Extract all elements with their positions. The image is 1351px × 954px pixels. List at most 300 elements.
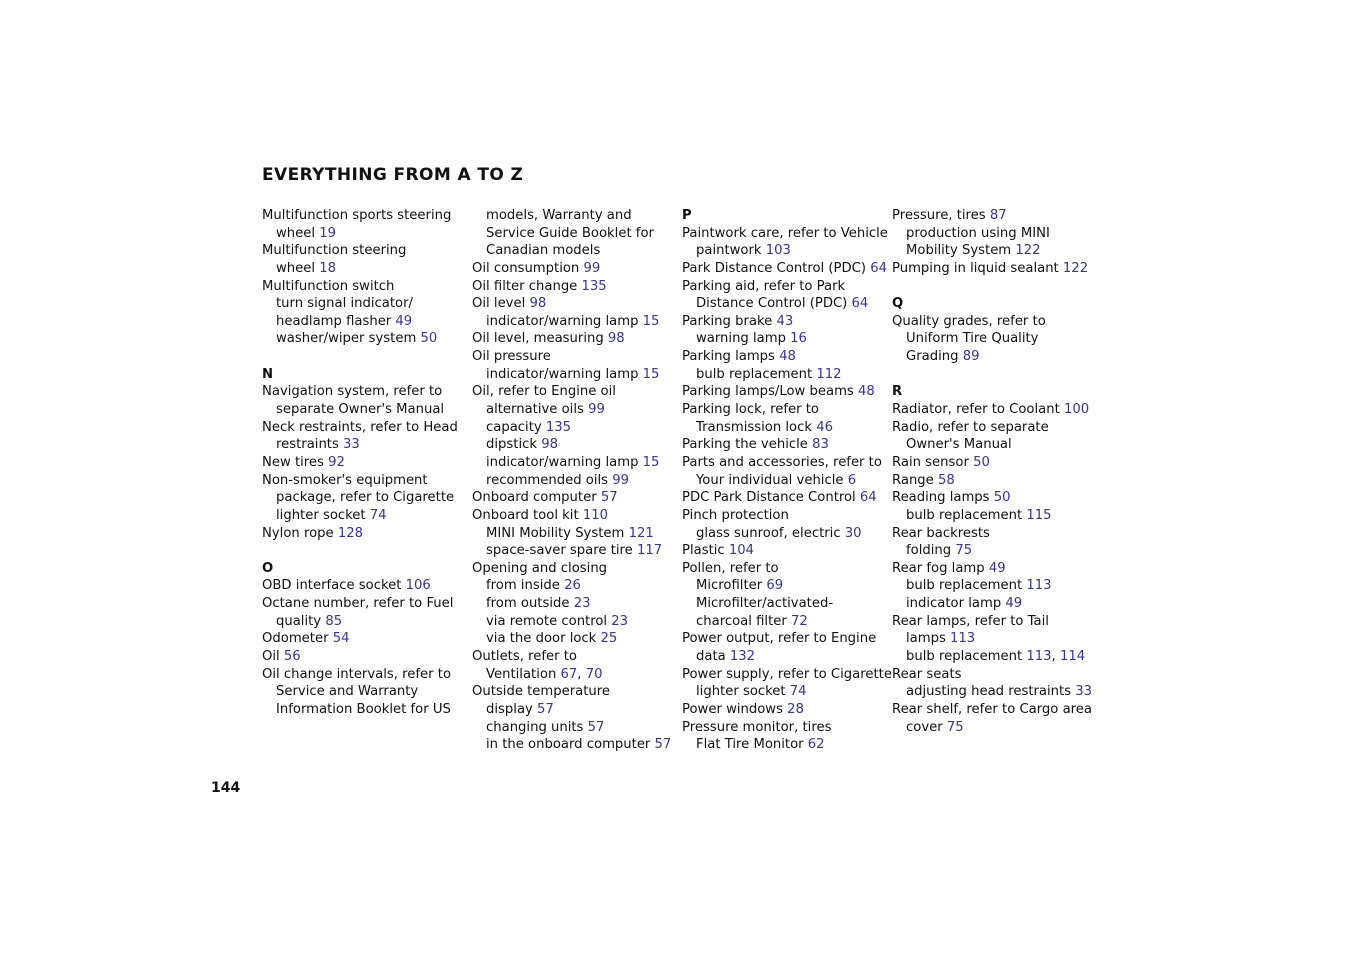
index-entry (262, 630, 472, 648)
page-link[interactable]: 57 (537, 701, 554, 717)
index-entry (682, 489, 892, 507)
entry-text: Oil consumption (472, 260, 584, 276)
index-subentry (892, 648, 1102, 666)
page-link[interactable]: 98 (607, 331, 625, 347)
index-subentry (262, 295, 472, 313)
entry-text: Power windows (682, 701, 788, 717)
separator: , (577, 666, 586, 682)
index-subentry (892, 630, 1102, 648)
entry-text: adjusting head restraints (906, 684, 1076, 700)
index-entry (892, 419, 1102, 437)
entry-text: models, Warranty and (486, 208, 632, 223)
index-subentry (472, 436, 682, 454)
entry-text: Power supply, refer to Cigarette (682, 666, 892, 682)
section-letter (892, 383, 1102, 401)
separator: , (1051, 649, 1060, 665)
index-column-4 (892, 207, 1102, 736)
index-entry (262, 278, 472, 296)
entry-text: alternative oils (486, 402, 589, 418)
entry-text: indicator lamp (906, 596, 1006, 612)
entry-text: lighter socket (696, 684, 790, 700)
index-subentry (262, 313, 472, 331)
page-link[interactable]: 54 (332, 631, 350, 647)
entry-text: Owner's Manual (906, 437, 1012, 453)
index-subentry (262, 613, 472, 631)
entry-text: Service Guide Booklet for (486, 225, 654, 241)
page-link[interactable]: 135 (545, 419, 572, 435)
index-entry (262, 419, 472, 437)
entry-text: indicator/warning lamp (486, 313, 643, 329)
page-link[interactable]: 50 (993, 490, 1011, 506)
page-link[interactable]: 48 (779, 349, 796, 365)
entry-text: Pumping in liquid sealant (892, 260, 1063, 276)
entry-text: wheel (276, 225, 320, 241)
index-entry (682, 719, 892, 737)
index-subentry (472, 719, 682, 737)
entry-text: Park Distance Control (PDC) (682, 260, 871, 276)
page-link[interactable]: 18 (319, 260, 337, 276)
entry-text: Oil change intervals, refer to (262, 666, 452, 682)
index-entry (682, 507, 892, 525)
index-entry (682, 701, 892, 719)
index-subentry (262, 260, 472, 278)
page-link[interactable]: 57 (654, 737, 672, 753)
page-link[interactable]: 49 (395, 313, 413, 329)
index-entry (262, 525, 472, 543)
entry-text: paintwork (696, 243, 766, 259)
index-entry (472, 278, 682, 296)
page-title: EVERYTHING FROM A TO Z (262, 165, 524, 185)
index-entry (262, 648, 472, 666)
entry-text: Mobility System (906, 243, 1016, 259)
entry-text: Onboard computer (472, 490, 601, 506)
index-entry (892, 401, 1102, 419)
section-letter (892, 295, 1102, 313)
page-link[interactable]: 62 (807, 737, 825, 753)
entry-text: lighter socket (276, 507, 370, 523)
index-entry (892, 313, 1102, 331)
index-subentry (472, 366, 682, 384)
index-subentry (892, 225, 1102, 243)
index-subentry (472, 401, 682, 419)
index-subentry (892, 507, 1102, 525)
page-link[interactable]: 16 (790, 331, 807, 347)
entry-text: bulb replacement (906, 578, 1027, 594)
index-entry (892, 207, 1102, 225)
page-link[interactable]: 25 (600, 631, 618, 647)
entry-text: Parking aid, refer to Park (682, 278, 846, 294)
page-link[interactable]: 15 (642, 454, 660, 470)
entry-text: glass sunroof, electric (696, 525, 845, 541)
index-subentry (892, 595, 1102, 613)
entry-text: Parking lock, refer to (682, 402, 819, 418)
entry-text: N (262, 366, 274, 382)
page-link[interactable]: 74 (789, 684, 807, 700)
entry-text: Rear backrests (892, 525, 990, 541)
entry-text: in the onboard computer (486, 737, 655, 753)
entry-text: Microfilter/activated- (696, 596, 834, 612)
index-subentry (892, 719, 1102, 737)
index-subentry (472, 454, 682, 472)
entry-text: Pollen, refer to (682, 560, 779, 576)
index-subentry (682, 525, 892, 543)
index-subentry (472, 701, 682, 719)
index-entry (682, 348, 892, 366)
index-subentry (472, 736, 682, 754)
index-entry (262, 666, 472, 684)
entry-text: data (696, 649, 730, 665)
index-subentry (472, 242, 682, 260)
index-entry (892, 454, 1102, 472)
entry-text: display (486, 701, 538, 717)
entry-text: P (682, 208, 692, 223)
index-entry (262, 472, 472, 490)
entry-text: Transmission lock (696, 419, 817, 435)
spacer (262, 542, 472, 560)
page-link[interactable]: 56 (283, 649, 301, 665)
entry-text: Parking brake (682, 313, 777, 329)
page-link[interactable]: 23 (611, 613, 629, 629)
entry-text: Canadian models (486, 243, 601, 259)
page-link[interactable]: 83 (812, 437, 829, 453)
index-entry (682, 401, 892, 419)
entry-text: Information Booklet for US (276, 701, 451, 717)
page-link[interactable]: 135 (581, 278, 607, 294)
index-subentry (262, 701, 472, 719)
entry-text: package, refer to Cigarette (276, 490, 455, 506)
index-subentry (472, 666, 682, 684)
index-subentry (472, 419, 682, 437)
index-subentry (682, 419, 892, 437)
page-link[interactable]: 99 (583, 260, 601, 276)
index-subentry (892, 330, 1102, 348)
spacer (892, 366, 1102, 384)
entry-text: space-saver spare tire (486, 543, 637, 559)
section-letter (262, 560, 472, 578)
entry-text: Ventilation (486, 666, 561, 682)
page-link[interactable]: 87 (989, 208, 1007, 223)
entry-text: turn signal indicator/ (276, 296, 413, 312)
entry-text: Multifunction steering (262, 243, 407, 259)
entry-text: O (262, 560, 274, 576)
page-link[interactable]: 15 (642, 313, 660, 329)
page-number: 144 (211, 780, 241, 796)
index-entry (262, 242, 472, 260)
entry-text: Oil pressure (472, 349, 551, 365)
entry-text: restraints (276, 437, 344, 453)
page-link[interactable]: 58 (938, 472, 955, 488)
page-link[interactable]: 114 (1059, 649, 1086, 665)
index-entry (262, 595, 472, 613)
page-link[interactable]: 100 (1063, 402, 1090, 418)
index-entry (682, 225, 892, 243)
entry-text: Pressure monitor, tires (682, 719, 832, 735)
page-link[interactable]: 64 (851, 296, 869, 312)
entry-text: Opening and closing (472, 560, 608, 576)
page-link[interactable]: 128 (337, 525, 363, 541)
page-link[interactable]: 99 (588, 402, 605, 418)
index-subentry (682, 330, 892, 348)
index-subentry (682, 242, 892, 260)
index-subentry (892, 542, 1102, 560)
entry-text: Pressure, tires (892, 208, 990, 223)
entry-text: Octane number, refer to Fuel (262, 596, 454, 612)
page-link[interactable]: 64 (870, 260, 887, 276)
page-link[interactable]: 103 (765, 243, 791, 259)
entry-text: bulb replacement (906, 507, 1027, 523)
index-entry (682, 560, 892, 578)
entry-text: Distance Control (PDC) (696, 296, 852, 312)
page-link[interactable]: 48 (858, 384, 875, 400)
entry-text: Outlets, refer to (472, 649, 577, 665)
entry-text: Paintwork care, refer to Vehicle (682, 225, 888, 241)
page-link[interactable]: 49 (988, 560, 1006, 576)
page-link[interactable]: 115 (1026, 507, 1052, 523)
page-link[interactable]: 74 (369, 507, 387, 523)
index-column-2 (472, 207, 682, 754)
entry-text: Rear seats (892, 666, 962, 682)
entry-text: Rear fog lamp (892, 560, 989, 576)
entry-text: lamps (906, 631, 951, 647)
entry-text: charcoal filter (696, 613, 791, 629)
entry-text: Power output, refer to Engine (682, 631, 877, 647)
entry-text: Rain sensor (892, 454, 974, 470)
index-subentry (682, 648, 892, 666)
index-entry (262, 454, 472, 472)
index-entry (682, 454, 892, 472)
page-link[interactable]: 46 (816, 419, 833, 435)
entry-text: MINI Mobility System (486, 525, 629, 541)
index-subentry (682, 295, 892, 313)
entry-text: changing units (486, 719, 588, 735)
entry-text: Parts and accessories, refer to (682, 454, 882, 470)
page-link[interactable]: 57 (600, 490, 618, 506)
entry-text: Neck restraints, refer to Head (262, 419, 458, 435)
index-entry (472, 489, 682, 507)
page-link[interactable]: 122 (1015, 243, 1041, 259)
page-link[interactable]: 70 (585, 666, 603, 682)
entry-text: folding (906, 543, 956, 559)
entry-text: R (892, 384, 903, 400)
page-link[interactable]: 104 (728, 543, 755, 559)
entry-text: Quality grades, refer to (892, 313, 1046, 329)
index-entry (892, 666, 1102, 684)
entry-text: Oil level, measuring (472, 331, 608, 347)
index-subentry (472, 225, 682, 243)
page-link[interactable]: 132 (729, 649, 756, 665)
entry-text: PDC Park Distance Control (682, 490, 860, 506)
page-link[interactable]: 6 (847, 472, 857, 488)
page-link[interactable]: 85 (325, 613, 343, 629)
page-link[interactable]: 43 (776, 313, 794, 329)
index-subentry (682, 577, 892, 595)
index-subentry (262, 436, 472, 454)
index-entry (472, 260, 682, 278)
entry-text: Oil level (472, 296, 530, 312)
entry-text: recommended oils (486, 472, 613, 488)
page-link[interactable]: 19 (319, 225, 337, 241)
index-entry (472, 383, 682, 401)
index-entry (262, 577, 472, 595)
index-entry (472, 648, 682, 666)
entry-text: Grading (906, 349, 963, 365)
page-link[interactable]: 28 (787, 701, 804, 717)
index-subentry (472, 313, 682, 331)
index-subentry (472, 613, 682, 631)
index-entry (892, 472, 1102, 490)
entry-text: indicator/warning lamp (486, 366, 643, 382)
page-link[interactable]: 75 (955, 543, 973, 559)
page-link[interactable]: 122 (1062, 260, 1089, 276)
index-entry (472, 507, 682, 525)
entry-text: Parking the vehicle (682, 437, 813, 453)
index-entry (472, 348, 682, 366)
index-subentry (262, 683, 472, 701)
index-entry (682, 542, 892, 560)
index-entry (892, 701, 1102, 719)
page-link[interactable]: 49 (1005, 596, 1023, 612)
page-link[interactable]: 69 (766, 578, 784, 594)
index-subentry (472, 542, 682, 560)
entry-text: Radio, refer to separate (892, 419, 1049, 435)
page-link[interactable]: 110 (582, 507, 609, 523)
index-subentry (892, 348, 1102, 366)
entry-text: bulb replacement (696, 366, 817, 382)
index-entry (892, 613, 1102, 631)
entry-text: Rear lamps, refer to Tail (892, 613, 1049, 629)
index-entry (262, 383, 472, 401)
entry-text: cover (906, 719, 947, 735)
index-entry (892, 260, 1102, 278)
index-entry (682, 278, 892, 296)
index-subentry (892, 242, 1102, 260)
entry-text: Multifunction switch (262, 278, 395, 294)
page-link[interactable]: 33 (1075, 684, 1093, 700)
index-subentry (472, 577, 682, 595)
entry-text: Service and Warranty (276, 684, 419, 700)
page-link[interactable]: 30 (844, 525, 862, 541)
page-link[interactable]: 50 (420, 331, 438, 347)
page-link[interactable]: 113 (1026, 649, 1052, 665)
entry-text: washer/wiper system (276, 331, 421, 347)
spacer (892, 278, 1102, 296)
entry-text: Pinch protection (682, 507, 789, 523)
index-subentry (682, 736, 892, 754)
index-subentry (262, 507, 472, 525)
index-entry (472, 683, 682, 701)
page-link[interactable]: 117 (636, 543, 663, 559)
entry-text: indicator/warning lamp (486, 454, 643, 470)
index-subentry (472, 525, 682, 543)
page-link[interactable]: 72 (790, 613, 808, 629)
page-link[interactable]: 26 (564, 578, 581, 594)
index-entry (682, 666, 892, 684)
page-link[interactable]: 75 (946, 719, 964, 735)
section-letter (682, 207, 892, 225)
index-subentry (472, 472, 682, 490)
entry-text: via the door lock (486, 631, 601, 647)
page-link[interactable]: 89 (962, 349, 980, 365)
index-subentry (472, 595, 682, 613)
index-subentry (892, 683, 1102, 701)
entry-text: Nylon rope (262, 525, 338, 541)
entry-text: from inside (486, 578, 565, 594)
entry-text: Parking lamps/Low beams (682, 384, 858, 400)
page-link[interactable]: 113 (1026, 578, 1052, 594)
index-column-3 (682, 207, 892, 754)
page-link[interactable]: 64 (859, 490, 877, 506)
entry-text: Uniform Tire Quality (906, 331, 1039, 347)
index-subentry (262, 489, 472, 507)
index-column-1 (262, 207, 472, 719)
entry-text: production using MINI (906, 225, 1050, 241)
page-link[interactable]: 92 (328, 454, 345, 470)
entry-text: Oil (262, 649, 284, 665)
index-entry (892, 489, 1102, 507)
entry-text: Parking lamps (682, 349, 780, 365)
entry-text: capacity (486, 419, 546, 435)
page-link[interactable]: 67 (560, 666, 578, 682)
index-entry (472, 295, 682, 313)
page-link[interactable]: 121 (628, 525, 654, 541)
page-link[interactable]: 50 (973, 454, 990, 470)
page-link[interactable]: 99 (612, 472, 630, 488)
entry-text: Radiator, refer to Coolant (892, 402, 1064, 418)
entry-text: separate Owner's Manual (276, 402, 445, 418)
index-entry (892, 525, 1102, 543)
index-subentry (682, 472, 892, 490)
spacer (262, 348, 472, 366)
page-link[interactable]: 57 (587, 719, 605, 735)
index-subentry (892, 436, 1102, 454)
page-link[interactable]: 98 (541, 437, 558, 453)
index-entry (262, 207, 472, 225)
page-link[interactable]: 98 (529, 296, 547, 312)
index-entry (682, 313, 892, 331)
entry-text: warning lamp (696, 331, 791, 347)
index-entry (682, 260, 892, 278)
index-subentry (682, 683, 892, 701)
section-letter (262, 366, 472, 384)
page-link[interactable]: 113 (950, 631, 976, 647)
page-link[interactable]: 112 (816, 366, 842, 382)
page-link[interactable]: 33 (343, 437, 360, 453)
index-entry (682, 436, 892, 454)
entry-text: Odometer (262, 631, 333, 647)
entry-text: quality (276, 613, 326, 629)
page-link[interactable]: 106 (405, 578, 431, 594)
index-subentry (262, 330, 472, 348)
entry-text: Reading lamps (892, 490, 994, 506)
entry-text: Microfilter (696, 578, 767, 594)
page-link[interactable]: 23 (573, 596, 591, 612)
entry-text: Range (892, 472, 938, 488)
entry-text: OBD interface socket (262, 578, 406, 594)
page-link[interactable]: 15 (642, 366, 660, 382)
entry-text: Flat Tire Monitor (696, 737, 808, 753)
index-subentry (262, 225, 472, 243)
index-subentry (262, 401, 472, 419)
entry-text: Your individual vehicle (696, 472, 848, 488)
entry-text: Navigation system, refer to (262, 384, 443, 400)
index-entry (682, 383, 892, 401)
entry-text: dipstick (486, 437, 542, 453)
entry-text: Plastic (682, 543, 729, 559)
entry-text: Q (892, 296, 904, 312)
index-entry (472, 560, 682, 578)
index-subentry (472, 207, 682, 225)
index-subentry (682, 595, 892, 613)
